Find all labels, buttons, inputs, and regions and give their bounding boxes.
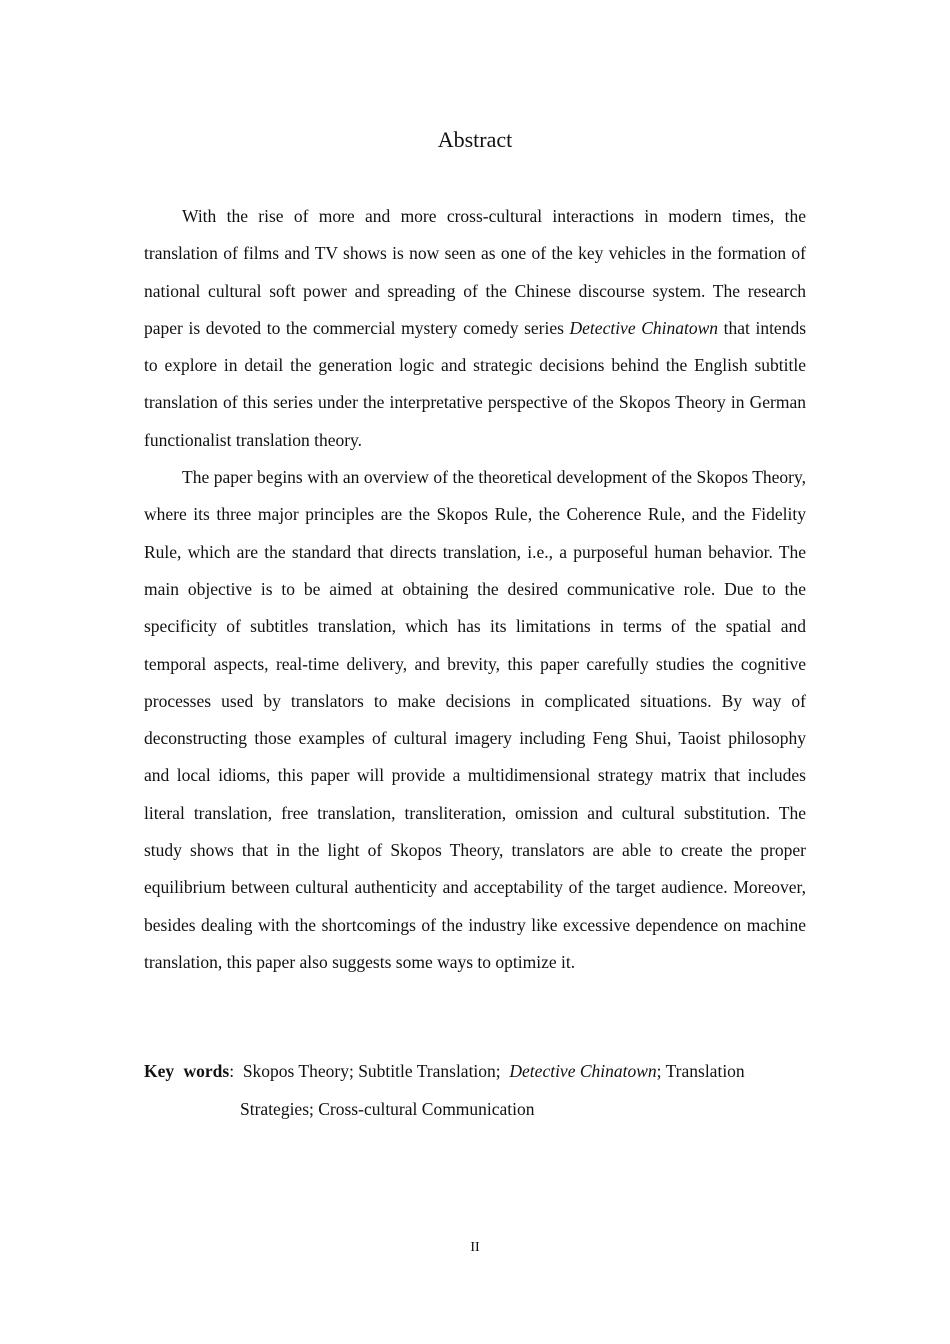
abstract-paragraph-2: The paper begins with an overview of the theoretical development of the Skopos Theory, where its three major principles are the Skopos Rule, the Coherence Rule, and the Fidelity Rule, which are the standard that directs translation, i.e., a purposeful human behavior. The main objective is to be aimed at obtaining the desired communicative role. Due to the specificity of subtitles translation, which has its limitations in terms of the spatial and temporal aspects, real-time delivery, and brevity, this paper carefully studies the cognitive processes used by translators to make decisions in complicated situations. By way of deconstructing those examples of cultural imagery including Feng Shui, Taoist philosophy and local idioms, this paper will provide a multidimensional strategy matrix that includes literal translation, free translation, transliteration, omission and cultural substitution. The study shows that in the light of Skopos Theory, translators are able to create the proper equilibrium between cultural authenticity and acceptability of the target audience. Moreover, besides dealing with the shortcomings of the industry like excessive dependence on machine translation, this paper also suggests some ways to optimize it.: [144, 467, 806, 972]
paragraph-1-text-start: With the rise of more and more cross-cultural interactions in modern times, the translation of films and TV shows is now seen as one of the key vehicles in the formation of national cultural soft power and spreading of the Chinese discourse system. The research paper is devoted to the commercial mystery comedy series: [144, 206, 806, 338]
abstract-paragraph-1: [144, 198, 806, 459]
keywords-line-2: Strategies; Cross-cultural Communication: [240, 1099, 535, 1119]
paragraph-1-text-end: that intends to explore in detail the generation logic and strategic decisions behind the English subtitle translation of this series under the interpretative perspective of the Skopos Theory in German functionalist translation theory.: [144, 317, 807, 450]
keywords-line-1: [144, 1052, 806, 1090]
series-title-italic: Detective Chinatown: [569, 317, 719, 338]
keywords-label: Key words: [144, 1061, 230, 1081]
keywords-section: [144, 1052, 806, 1128]
page-number: II: [470, 1240, 480, 1255]
keywords-separator: :: [229, 1061, 235, 1081]
abstract-body: [144, 198, 806, 981]
abstract-title: Abstract: [437, 127, 513, 152]
keywords-list-part-2: ; Translation: [656, 1061, 745, 1081]
keywords-list-part-1: Skopos Theory; Subtitle Translation;: [242, 1061, 501, 1081]
keywords-series-italic: Detective Chinatown: [509, 1061, 657, 1081]
